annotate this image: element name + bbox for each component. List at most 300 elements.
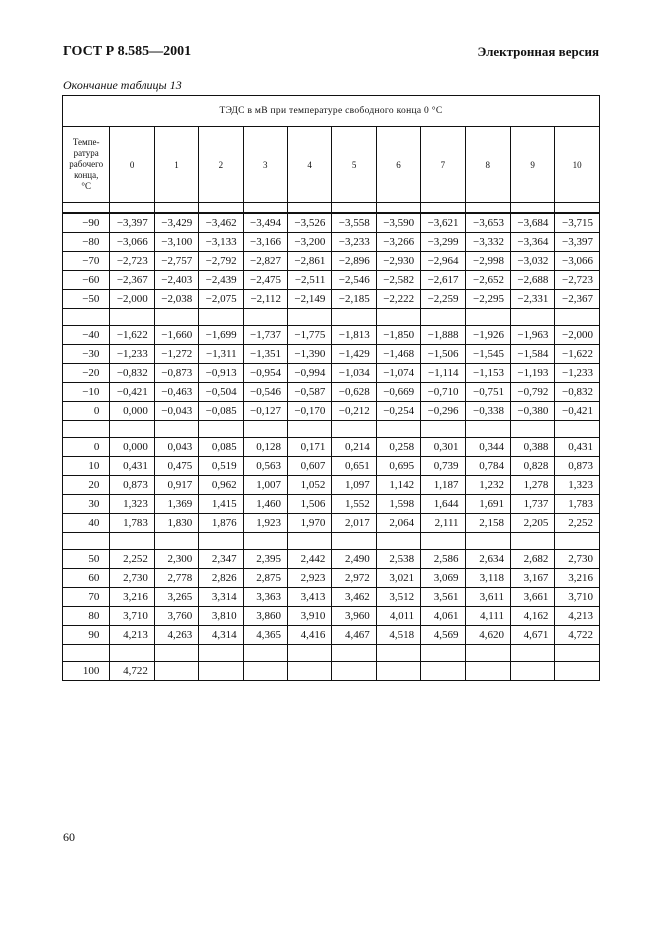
- value-cell: 1,691: [465, 495, 510, 514]
- temperature-cell: −50: [63, 290, 110, 309]
- value-cell: 4,518: [376, 626, 420, 645]
- value-cell: 0,388: [510, 438, 554, 457]
- value-cell: −3,299: [421, 233, 465, 252]
- emf-table-container: [62, 95, 600, 681]
- temperature-cell: 60: [63, 569, 110, 588]
- column-header: 1: [154, 127, 198, 203]
- value-cell: 4,569: [421, 626, 465, 645]
- value-cell: −1,813: [332, 326, 376, 345]
- value-cell: −1,074: [376, 364, 420, 383]
- header-line: °С: [81, 181, 92, 191]
- temperature-cell: 70: [63, 588, 110, 607]
- value-cell: 3,661: [510, 588, 554, 607]
- empty-cell: [287, 421, 331, 438]
- value-cell: −3,653: [465, 213, 510, 233]
- value-cell: 3,860: [243, 607, 287, 626]
- empty-cell: [421, 421, 465, 438]
- value-cell: −3,066: [555, 252, 600, 271]
- temperature-cell: 50: [63, 550, 110, 569]
- value-cell: −0,710: [421, 383, 465, 402]
- table-row: [63, 550, 600, 569]
- temperature-cell: −20: [63, 364, 110, 383]
- temperature-cell: −40: [63, 326, 110, 345]
- value-cell: 2,778: [154, 569, 198, 588]
- value-cell: 1,007: [243, 476, 287, 495]
- value-cell: 3,118: [465, 569, 510, 588]
- table-row: [63, 626, 600, 645]
- column-header: 0: [110, 127, 154, 203]
- temperature-cell: 100: [63, 662, 110, 681]
- value-cell: −2,998: [465, 252, 510, 271]
- header-gap-cell: [555, 203, 600, 214]
- value-cell: 1,415: [199, 495, 243, 514]
- value-cell: −3,397: [110, 213, 154, 233]
- value-cell: 0,873: [110, 476, 154, 495]
- value-cell: −0,504: [199, 383, 243, 402]
- empty-cell: [555, 645, 600, 662]
- value-cell: 3,265: [154, 588, 198, 607]
- value-cell: −1,584: [510, 345, 554, 364]
- value-cell: [154, 662, 198, 681]
- table-row: [63, 383, 600, 402]
- value-cell: −0,628: [332, 383, 376, 402]
- value-cell: 4,213: [555, 607, 600, 626]
- value-cell: −2,582: [376, 271, 420, 290]
- value-cell: −2,827: [243, 252, 287, 271]
- table-row: [63, 588, 600, 607]
- value-cell: 0,917: [154, 476, 198, 495]
- value-cell: −3,166: [243, 233, 287, 252]
- value-cell: 1,142: [376, 476, 420, 495]
- empty-cell: [110, 309, 154, 326]
- value-cell: 3,413: [287, 588, 331, 607]
- value-cell: −3,364: [510, 233, 554, 252]
- value-cell: 4,671: [510, 626, 554, 645]
- table-row: [63, 662, 600, 681]
- empty-cell: [287, 309, 331, 326]
- header-gap-cell: [332, 203, 376, 214]
- empty-cell: [63, 421, 110, 438]
- empty-cell: [199, 309, 243, 326]
- value-cell: −0,254: [376, 402, 420, 421]
- value-cell: −2,000: [555, 326, 600, 345]
- header-gap-cell: [63, 203, 110, 214]
- value-cell: −0,170: [287, 402, 331, 421]
- header-gap-cell: [287, 203, 331, 214]
- header-gap-cell: [465, 203, 510, 214]
- value-cell: −1,193: [510, 364, 554, 383]
- value-cell: 0,431: [110, 457, 154, 476]
- value-cell: 0,171: [287, 438, 331, 457]
- empty-cell: [332, 309, 376, 326]
- table-row: [63, 607, 600, 626]
- value-cell: 1,830: [154, 514, 198, 533]
- table-row: [63, 345, 600, 364]
- value-cell: 4,314: [199, 626, 243, 645]
- value-cell: 2,538: [376, 550, 420, 569]
- value-cell: 2,205: [510, 514, 554, 533]
- value-cell: 3,611: [465, 588, 510, 607]
- value-cell: −0,380: [510, 402, 554, 421]
- value-cell: −2,757: [154, 252, 198, 271]
- empty-cell: [421, 533, 465, 550]
- empty-cell: [287, 645, 331, 662]
- table-row: [63, 213, 600, 233]
- value-cell: 1,052: [287, 476, 331, 495]
- value-cell: 4,722: [555, 626, 600, 645]
- value-cell: −2,964: [421, 252, 465, 271]
- value-cell: 0,739: [421, 457, 465, 476]
- value-cell: [421, 662, 465, 681]
- empty-cell: [243, 645, 287, 662]
- value-cell: 2,875: [243, 569, 287, 588]
- value-cell: −2,075: [199, 290, 243, 309]
- value-cell: 2,923: [287, 569, 331, 588]
- value-cell: [465, 662, 510, 681]
- empty-cell: [332, 645, 376, 662]
- value-cell: 1,369: [154, 495, 198, 514]
- table-row: [63, 364, 600, 383]
- value-cell: −1,622: [555, 345, 600, 364]
- value-cell: −0,043: [154, 402, 198, 421]
- value-cell: −3,397: [555, 233, 600, 252]
- value-cell: 0,000: [110, 438, 154, 457]
- value-cell: −1,850: [376, 326, 420, 345]
- value-cell: 2,252: [110, 550, 154, 569]
- empty-cell: [555, 533, 600, 550]
- value-cell: −3,462: [199, 213, 243, 233]
- empty-cell: [63, 533, 110, 550]
- value-cell: −2,222: [376, 290, 420, 309]
- empty-cell: [110, 645, 154, 662]
- value-cell: −0,212: [332, 402, 376, 421]
- value-cell: −3,526: [287, 213, 331, 233]
- value-cell: −0,832: [110, 364, 154, 383]
- value-cell: −3,494: [243, 213, 287, 233]
- empty-cell: [243, 309, 287, 326]
- value-cell: 4,467: [332, 626, 376, 645]
- value-cell: 3,760: [154, 607, 198, 626]
- temperature-cell: −70: [63, 252, 110, 271]
- value-cell: 1,783: [555, 495, 600, 514]
- empty-cell: [465, 309, 510, 326]
- value-cell: 4,620: [465, 626, 510, 645]
- value-cell: −2,149: [287, 290, 331, 309]
- value-cell: 3,216: [110, 588, 154, 607]
- header-gap-cell: [510, 203, 554, 214]
- table-row: [63, 495, 600, 514]
- value-cell: −2,546: [332, 271, 376, 290]
- value-cell: −0,463: [154, 383, 198, 402]
- value-cell: −2,295: [465, 290, 510, 309]
- empty-cell: [243, 421, 287, 438]
- value-cell: −2,652: [465, 271, 510, 290]
- column-header: 6: [376, 127, 420, 203]
- value-cell: −1,963: [510, 326, 554, 345]
- value-cell: −0,913: [199, 364, 243, 383]
- value-cell: 2,634: [465, 550, 510, 569]
- table-row: [63, 233, 600, 252]
- empty-cell: [63, 309, 110, 326]
- value-cell: 0,344: [465, 438, 510, 457]
- value-cell: −1,775: [287, 326, 331, 345]
- value-cell: −0,127: [243, 402, 287, 421]
- value-cell: −1,153: [465, 364, 510, 383]
- value-cell: 0,607: [287, 457, 331, 476]
- header-gap-cell: [243, 203, 287, 214]
- table-title: ТЭДС в мВ при температуре свободного конца 0 °С: [63, 96, 600, 127]
- value-cell: 0,128: [243, 438, 287, 457]
- value-cell: 1,506: [287, 495, 331, 514]
- value-cell: 2,442: [287, 550, 331, 569]
- empty-cell: [199, 645, 243, 662]
- temperature-cell: 90: [63, 626, 110, 645]
- value-cell: −2,617: [421, 271, 465, 290]
- temperature-cell: 0: [63, 438, 110, 457]
- empty-cell: [243, 533, 287, 550]
- value-cell: 4,416: [287, 626, 331, 645]
- value-cell: −1,622: [110, 326, 154, 345]
- table-row: [63, 290, 600, 309]
- value-cell: 4,061: [421, 607, 465, 626]
- value-cell: −3,429: [154, 213, 198, 233]
- header-line: конца,: [74, 170, 99, 180]
- value-cell: −1,699: [199, 326, 243, 345]
- value-cell: −1,233: [110, 345, 154, 364]
- column-header: 8: [465, 127, 510, 203]
- value-cell: 1,552: [332, 495, 376, 514]
- header-gap-cell: [154, 203, 198, 214]
- value-cell: −2,861: [287, 252, 331, 271]
- value-cell: 3,512: [376, 588, 420, 607]
- value-cell: 2,017: [332, 514, 376, 533]
- value-cell: 0,214: [332, 438, 376, 457]
- value-cell: −3,133: [199, 233, 243, 252]
- value-cell: 0,828: [510, 457, 554, 476]
- value-cell: −2,185: [332, 290, 376, 309]
- table-row: [63, 476, 600, 495]
- value-cell: 1,323: [110, 495, 154, 514]
- header-gap-cell: [421, 203, 465, 214]
- value-cell: 0,431: [555, 438, 600, 457]
- empty-cell: [376, 645, 420, 662]
- value-cell: −0,421: [110, 383, 154, 402]
- value-cell: −3,032: [510, 252, 554, 271]
- value-cell: 0,873: [555, 457, 600, 476]
- group-separator-row: [63, 645, 600, 662]
- value-cell: 3,314: [199, 588, 243, 607]
- empty-cell: [465, 533, 510, 550]
- value-cell: 4,263: [154, 626, 198, 645]
- table-row: [63, 402, 600, 421]
- emf-table: [62, 95, 600, 681]
- empty-cell: [421, 309, 465, 326]
- value-cell: 0,475: [154, 457, 198, 476]
- value-cell: −2,723: [555, 271, 600, 290]
- value-cell: 4,011: [376, 607, 420, 626]
- group-separator-row: [63, 533, 600, 550]
- temperature-cell: −30: [63, 345, 110, 364]
- temperature-cell: 20: [63, 476, 110, 495]
- empty-cell: [199, 533, 243, 550]
- value-cell: 3,216: [555, 569, 600, 588]
- temperature-cell: 0: [63, 402, 110, 421]
- empty-cell: [154, 309, 198, 326]
- value-cell: 2,826: [199, 569, 243, 588]
- table-row: [63, 438, 600, 457]
- value-cell: 3,910: [287, 607, 331, 626]
- table-row: [63, 569, 600, 588]
- value-cell: −2,403: [154, 271, 198, 290]
- header-line: ратура: [73, 148, 99, 158]
- table-body: [63, 213, 600, 681]
- value-cell: 0,563: [243, 457, 287, 476]
- empty-cell: [154, 645, 198, 662]
- value-cell: −1,272: [154, 345, 198, 364]
- value-cell: −3,066: [110, 233, 154, 252]
- temperature-cell: 10: [63, 457, 110, 476]
- value-cell: −2,038: [154, 290, 198, 309]
- value-cell: 3,069: [421, 569, 465, 588]
- value-cell: 0,962: [199, 476, 243, 495]
- value-cell: 4,162: [510, 607, 554, 626]
- value-cell: 0,651: [332, 457, 376, 476]
- column-header: 9: [510, 127, 554, 203]
- value-cell: −2,259: [421, 290, 465, 309]
- value-cell: 2,252: [555, 514, 600, 533]
- table-row: [63, 514, 600, 533]
- table-row: [63, 252, 600, 271]
- value-cell: −3,558: [332, 213, 376, 233]
- empty-cell: [110, 533, 154, 550]
- value-cell: −1,888: [421, 326, 465, 345]
- value-cell: −2,439: [199, 271, 243, 290]
- value-cell: 2,730: [110, 569, 154, 588]
- column-header: 7: [421, 127, 465, 203]
- empty-cell: [154, 421, 198, 438]
- value-cell: −3,200: [287, 233, 331, 252]
- value-cell: [332, 662, 376, 681]
- value-cell: 0,695: [376, 457, 420, 476]
- value-cell: 4,722: [110, 662, 154, 681]
- value-cell: −1,737: [243, 326, 287, 345]
- value-cell: 1,876: [199, 514, 243, 533]
- header-gap-cell: [376, 203, 420, 214]
- value-cell: −0,546: [243, 383, 287, 402]
- value-cell: −1,660: [154, 326, 198, 345]
- group-separator-row: [63, 309, 600, 326]
- value-cell: −1,114: [421, 364, 465, 383]
- value-cell: 1,737: [510, 495, 554, 514]
- empty-cell: [510, 309, 554, 326]
- value-cell: 2,490: [332, 550, 376, 569]
- value-cell: 2,300: [154, 550, 198, 569]
- value-cell: −0,954: [243, 364, 287, 383]
- value-cell: 4,111: [465, 607, 510, 626]
- value-cell: −1,926: [465, 326, 510, 345]
- value-cell: −1,506: [421, 345, 465, 364]
- empty-cell: [332, 421, 376, 438]
- value-cell: [555, 662, 600, 681]
- value-cell: 2,395: [243, 550, 287, 569]
- value-cell: −0,751: [465, 383, 510, 402]
- header-line: рабочего: [69, 159, 104, 169]
- value-cell: 0,519: [199, 457, 243, 476]
- value-cell: −1,429: [332, 345, 376, 364]
- value-cell: −1,390: [287, 345, 331, 364]
- value-cell: −0,792: [510, 383, 554, 402]
- empty-cell: [465, 421, 510, 438]
- temperature-cell: −10: [63, 383, 110, 402]
- temperature-column-header: [63, 127, 110, 203]
- value-cell: 1,644: [421, 495, 465, 514]
- empty-cell: [555, 421, 600, 438]
- value-cell: 3,021: [376, 569, 420, 588]
- value-cell: −2,367: [555, 290, 600, 309]
- value-cell: −3,590: [376, 213, 420, 233]
- value-cell: −2,511: [287, 271, 331, 290]
- value-cell: [376, 662, 420, 681]
- value-cell: 3,363: [243, 588, 287, 607]
- value-cell: 3,960: [332, 607, 376, 626]
- value-cell: 3,462: [332, 588, 376, 607]
- column-header: 3: [243, 127, 287, 203]
- column-header: 4: [287, 127, 331, 203]
- table-caption: Окончание таблицы 13: [63, 78, 182, 92]
- value-cell: 0,784: [465, 457, 510, 476]
- value-cell: 0,301: [421, 438, 465, 457]
- value-cell: [287, 662, 331, 681]
- value-cell: 4,213: [110, 626, 154, 645]
- value-cell: 2,972: [332, 569, 376, 588]
- empty-cell: [376, 421, 420, 438]
- value-cell: −0,587: [287, 383, 331, 402]
- value-cell: [243, 662, 287, 681]
- temperature-cell: 30: [63, 495, 110, 514]
- value-cell: −2,000: [110, 290, 154, 309]
- value-cell: 3,810: [199, 607, 243, 626]
- value-cell: 3,561: [421, 588, 465, 607]
- value-cell: 2,064: [376, 514, 420, 533]
- value-cell: −0,085: [199, 402, 243, 421]
- value-cell: −0,421: [555, 402, 600, 421]
- value-cell: 3,167: [510, 569, 554, 588]
- column-header: 2: [199, 127, 243, 203]
- value-cell: −1,233: [555, 364, 600, 383]
- value-cell: −3,684: [510, 213, 554, 233]
- temperature-cell: −80: [63, 233, 110, 252]
- value-cell: 3,710: [555, 588, 600, 607]
- value-cell: −1,468: [376, 345, 420, 364]
- value-cell: −0,338: [465, 402, 510, 421]
- empty-cell: [510, 421, 554, 438]
- empty-cell: [510, 645, 554, 662]
- value-cell: −2,723: [110, 252, 154, 271]
- value-cell: −3,715: [555, 213, 600, 233]
- empty-cell: [110, 421, 154, 438]
- value-cell: −2,331: [510, 290, 554, 309]
- standard-title: ГОСТ Р 8.585—2001: [63, 44, 192, 59]
- value-cell: −3,332: [465, 233, 510, 252]
- value-cell: −1,034: [332, 364, 376, 383]
- header-gap-cell: [110, 203, 154, 214]
- page-number: 60: [63, 830, 75, 844]
- temperature-cell: 40: [63, 514, 110, 533]
- value-cell: −3,233: [332, 233, 376, 252]
- value-cell: −0,994: [287, 364, 331, 383]
- value-cell: −1,545: [465, 345, 510, 364]
- value-cell: −0,296: [421, 402, 465, 421]
